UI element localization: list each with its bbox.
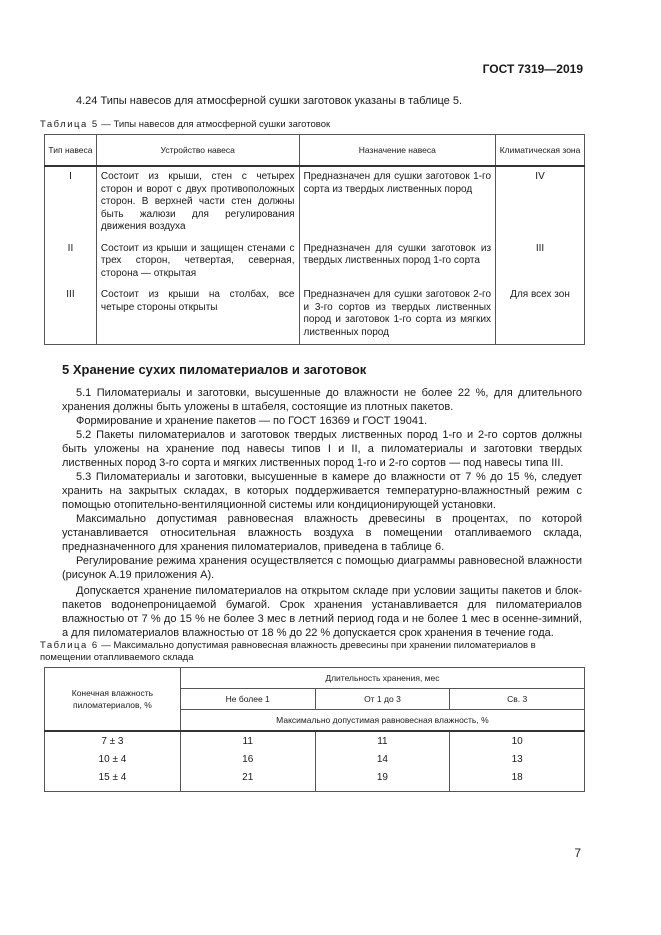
table-row: [45, 770, 585, 792]
paragraph-max-moisture: Максимально допустимая равновесная влажность древесины в процентах, по которой устанавливается относительная влажность воздуха в помещении отапливаемого склада, предназначенного для хранения пиломатериалов, приведена в таблице 6.: [62, 513, 582, 553]
table5-cell-zone: III: [496, 239, 585, 286]
table6-header-duration: Длительность хранения, мес: [180, 668, 584, 689]
paragraph-5-2: 5.2 Пакеты пиломатериалов и заготовок твердых лиственных пород 1-го и 2-го сортов должны быть уложены на хранение под навесы типов I и II, а пиломатериалы и заготовки твердых лиственных пород 3-го сорта и мягких лиственных пород 1-го и 2-го сортов — под навесы типа III.: [62, 429, 582, 469]
table6-cell-value: 13: [450, 752, 585, 770]
table5-cell-device: Состоит из крыши, стен с четырех сторон и ворот с двух противоположных сторон. В верхней части стен должны быть жалюзи для регулирования движения воздуха: [96, 166, 299, 239]
table5-cell-type: I: [45, 166, 97, 239]
table5-cell-device: Состоит из крыши на столбах, все четыре стороны открыты: [96, 285, 299, 345]
table-row: [45, 752, 585, 770]
table5-header-zone: Климатическая зона: [496, 135, 585, 167]
table6-cell-moisture: 15 ± 4: [45, 770, 181, 792]
table5-caption: [40, 119, 585, 131]
table6-cell-moisture: 10 ± 4: [45, 752, 181, 770]
table6-cell-value: 21: [180, 770, 315, 792]
paragraph-open-storage: Допускается хранение пиломатериалов на открытом складе при условии защиты пакетов и блок-пакетов водонепроницаемой бумагой. Срок хранения устанавливается для пиломатериалов влажностью от 7 % до 15 % не более 3 мес в летний период года и не более 1 мес в осенне-зимний, а для пиломатериалов влажностью от 18 % до 22 % допускается срок хранения в течение года.: [62, 585, 582, 639]
table6-cell-moisture: 7 ± 3: [45, 731, 181, 752]
table6-cell-value: 14: [315, 752, 450, 770]
document-code: ГОСТ 7319—2019: [482, 62, 583, 76]
table6-subheader-1: Не более 1: [180, 689, 315, 710]
table5-caption-text: — Типы навесов для атмосферной сушки заготовок: [98, 119, 331, 130]
table5-cell-device: Состоит из крыши и защищен стенами с трех сторон, четвертая, северная, сторона — открытая: [96, 239, 299, 286]
table6-caption: [40, 640, 585, 664]
table6-subheader-2: От 1 до 3: [315, 689, 450, 710]
table5-header-row: [45, 135, 585, 167]
table6-cell-value: 10: [450, 731, 585, 752]
table5-cell-purpose: Предназначен для сушки заготовок 1-го сорта из твердых лиственных пород: [299, 166, 496, 239]
table5-header-device: Устройство навеса: [96, 135, 299, 167]
table5-cell-type: II: [45, 239, 97, 286]
section-title: 5 Хранение сухих пиломатериалов и заготовок: [62, 362, 367, 377]
paragraph-packets: Формирование и хранение пакетов — по ГОСТ 16369 и ГОСТ 19041.: [76, 415, 428, 427]
paragraph-5-3: 5.3 Пиломатериалы и заготовки, высушенные в камере до влажности от 7 % до 15 %, следует хранить на закрытых складах, в которых поддерживается температурно-влажностный режим с помощью отопительно-вентиляционной системы или кондиционирующей установки.: [62, 471, 582, 511]
table6-caption-text: — Максимально допустимая равновесная влажность древесины при хранении пиломатериалов в помещении отапливаемого склада: [40, 640, 536, 663]
table5-cell-purpose: Предназначен для сушки заготовок 2-го и 3-го сортов из твердых лиственных пород и заготовок 1-го сорта из мягких лиственных пород: [299, 285, 496, 345]
intro-paragraph: 4.24 Типы навесов для атмосферной сушки заготовок указаны в таблице 5.: [76, 95, 463, 107]
table6-unit-header: Максимально допустимая равновесная влажность, %: [180, 710, 584, 732]
paragraph-5-1: 5.1 Пиломатериалы и заготовки, высушенные до влажности не более 22 %, для длительного хранения должны быть уложены в штабеля, состоящие из плотных пакетов.: [62, 387, 582, 413]
table5-cell-zone: Для всех зон: [496, 285, 585, 345]
table6-cell-value: 18: [450, 770, 585, 792]
table6-cell-value: 11: [315, 731, 450, 752]
table6-caption-label: Таблица 6: [40, 640, 99, 651]
table5-cell-purpose: Предназначен для сушки заготовок из твердых лиственных пород 1-го сорта: [299, 239, 496, 286]
table-row: [45, 731, 585, 752]
table-row: [45, 239, 585, 286]
table5-caption-label: Таблица 5: [40, 119, 99, 130]
paragraph-regulation: Регулирование режима хранения осуществляется с помощью диаграммы равновесной влажности (рисунок А.19 приложения А).: [62, 555, 582, 581]
page-number: 7: [574, 846, 581, 860]
table-row: [45, 166, 585, 239]
table-row: [45, 285, 585, 345]
table6-cell-value: 11: [180, 731, 315, 752]
table6-cell-value: 19: [315, 770, 450, 792]
table6-subheader-3: Св. 3: [450, 689, 585, 710]
table6-cell-value: 16: [180, 752, 315, 770]
table5-header-type: Тип навеса: [45, 135, 97, 167]
table5-header-purpose: Назначение навеса: [299, 135, 496, 167]
table5-cell-type: III: [45, 285, 97, 345]
table5: [44, 134, 585, 345]
table5-cell-zone: IV: [496, 166, 585, 239]
table6-header-row: [45, 668, 585, 689]
table6: [44, 667, 585, 792]
table6-header-moisture: Конечная влажность пиломатериалов, %: [45, 668, 181, 732]
